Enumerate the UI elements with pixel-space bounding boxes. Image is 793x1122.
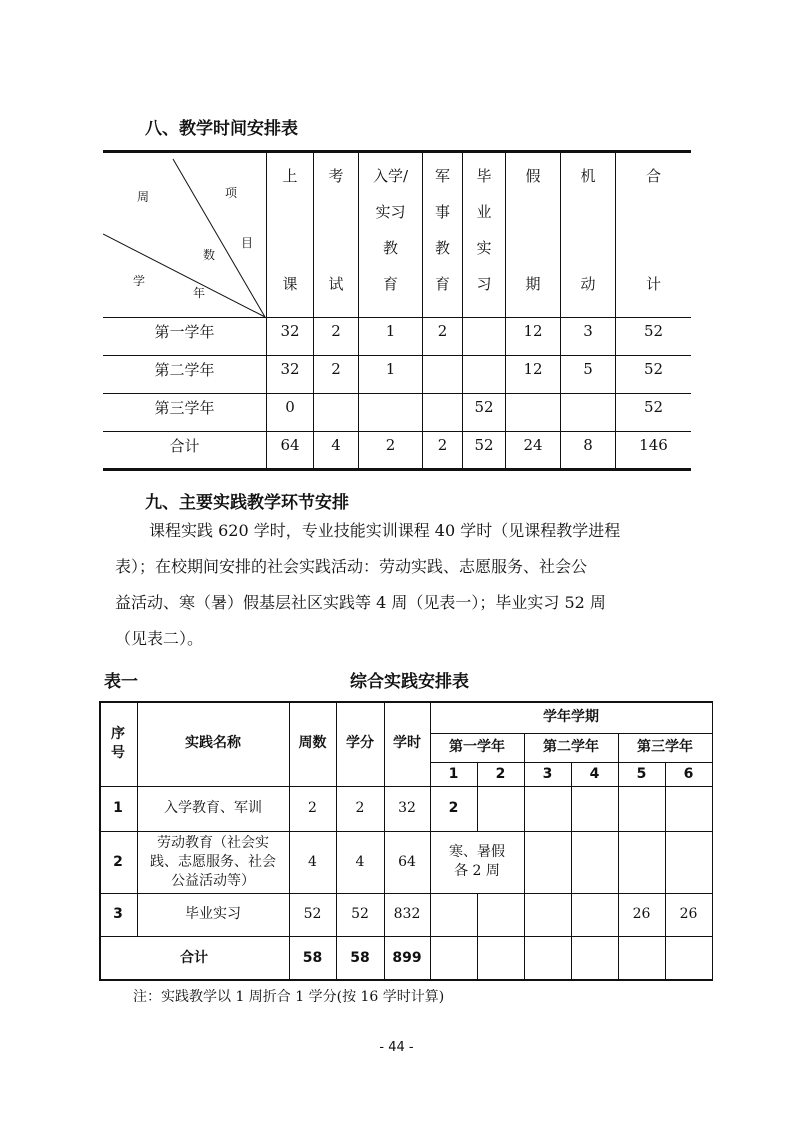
merged-line: 各 2 周	[454, 863, 500, 879]
table-cell	[423, 394, 462, 420]
table-cell: 52	[474, 436, 494, 454]
footnote: 注：实践教学以 1 周折合 1 学分(按 16 学时计算)	[133, 989, 445, 1005]
row-weeks: 52	[303, 906, 322, 922]
row-semester	[524, 893, 571, 936]
table-cell	[561, 394, 615, 420]
corner-label-zhou: 周	[137, 190, 150, 204]
table-cell: 52	[643, 322, 664, 340]
table-cell: 1	[385, 360, 396, 378]
table-cell	[314, 394, 358, 420]
row-label: 第三学年	[154, 398, 215, 417]
row-credits: 2	[355, 800, 365, 816]
table-cell: 24	[523, 436, 543, 454]
header-seq: 序 号	[111, 725, 125, 761]
header-year-3: 第三学年	[637, 739, 693, 755]
table-cell: 52	[643, 398, 664, 416]
table-cell: 64	[280, 436, 300, 454]
table-cell: 0	[285, 398, 295, 416]
row-semester	[477, 893, 524, 936]
row-semester	[571, 786, 618, 831]
col-header-military: 军 事 教 育	[434, 167, 450, 293]
row-name	[137, 831, 289, 893]
teaching-time-table	[103, 150, 691, 470]
header-credits: 学分	[346, 735, 374, 751]
corner-label-nian: 年	[193, 286, 206, 300]
col-header-exam: 考 试	[328, 167, 344, 293]
table-cell	[463, 318, 505, 344]
table-cell: 2	[331, 360, 341, 378]
total-label: 合计	[180, 949, 208, 966]
col-header-holiday: 假 期	[525, 167, 541, 293]
table-cell: 4	[331, 436, 341, 454]
row-semester	[571, 831, 618, 893]
row-weeks: 4	[308, 853, 317, 870]
header-weeks: 周数	[298, 735, 327, 751]
row-semester	[618, 786, 665, 831]
paragraph-line: 表）；在校期间安排的社会实践活动：劳动实践、志愿服务、社会公	[115, 557, 588, 576]
total-weeks: 58	[302, 949, 323, 966]
paragraph-line: 课程实践 620 学时，专业技能实训课程 40 学时（见课程教学进程	[149, 521, 621, 540]
table-cell: 52	[643, 360, 664, 378]
table-label: 表一	[104, 672, 138, 692]
header-hours: 学时	[393, 735, 421, 751]
total-credits: 58	[350, 949, 370, 966]
col-header-flexible: 机 动	[580, 167, 596, 293]
corner-label-xue: 学	[133, 274, 146, 288]
row-semester: 26	[679, 906, 698, 922]
row-semester	[571, 893, 618, 936]
paragraph-line: （见表二）。	[115, 629, 204, 648]
table-cell: 3	[583, 322, 593, 340]
name-line: 践、志愿服务、社会	[150, 853, 276, 870]
table-cell: 146	[639, 436, 668, 454]
section-9-title: 九、主要实践教学环节安排	[145, 493, 349, 513]
row-semester: 26	[632, 906, 651, 922]
row-semester-merged	[430, 831, 524, 893]
corner-label-shu: 数	[203, 248, 216, 262]
header-year-2: 第二学年	[543, 739, 599, 755]
merged-line: 寒、暑假	[449, 844, 505, 860]
page-number: - 44 -	[379, 1040, 414, 1055]
table-cell: 2	[437, 322, 448, 340]
corner-label-xiang: 项	[225, 186, 238, 200]
header-semester: 4	[589, 765, 600, 782]
table-cell: 1	[385, 322, 396, 340]
row-semester	[477, 786, 524, 831]
row-semester	[524, 831, 571, 893]
table-cell: 32	[280, 322, 300, 340]
table-cell: 2	[385, 436, 396, 454]
col-header-internship: 毕 业 实 习	[476, 167, 492, 293]
header-semester: 6	[683, 765, 694, 782]
table-cell: 8	[583, 436, 593, 454]
table-caption: 综合实践安排表	[350, 672, 469, 692]
total-hours: 899	[392, 949, 422, 966]
row-credits: 52	[351, 906, 369, 922]
row-semester	[665, 831, 712, 893]
row-credits: 4	[355, 853, 365, 870]
row-label: 合计	[169, 436, 200, 455]
table-bottom-border	[103, 468, 691, 471]
col-header-orientation: 入学/ 实习 教 育	[372, 167, 409, 293]
row-hours: 64	[398, 853, 416, 870]
table-cell	[423, 356, 462, 382]
row-seq: 1	[113, 800, 123, 816]
col-header-total: 合 计	[645, 167, 661, 293]
table-cell: 52	[474, 398, 494, 416]
row-hours: 832	[393, 906, 421, 922]
table-cell: 2	[437, 436, 448, 454]
row-semester	[430, 893, 477, 936]
row-semester: 2	[448, 800, 459, 816]
table-cell	[506, 394, 560, 420]
header-semester: 2	[495, 765, 506, 782]
name-line: 劳动教育（社会实	[157, 834, 269, 851]
row-weeks: 2	[308, 800, 317, 816]
corner-label-mu: 目	[241, 236, 254, 250]
row-name: 入学教育、军训	[164, 800, 262, 816]
row-semester	[618, 831, 665, 893]
row-label: 第二学年	[154, 360, 215, 379]
practice-arrangement-table	[99, 701, 713, 980]
table-cell: 5	[583, 360, 593, 378]
row-label: 第一学年	[154, 322, 215, 341]
header-year-1: 第一学年	[449, 739, 505, 755]
table-cell	[359, 394, 422, 420]
row-semester	[524, 786, 571, 831]
table-cell: 32	[280, 360, 300, 378]
table-cell: 12	[523, 360, 543, 378]
paragraph-line: 益活动、寒（暑）假基层社区实践等 4 周（见表一）；毕业实习 52 周	[115, 593, 606, 612]
table-cell: 12	[523, 322, 543, 340]
row-name: 毕业实习	[185, 906, 241, 922]
name-line: 公益活动等）	[171, 872, 255, 889]
col-header-class: 上 课	[282, 167, 298, 293]
table-cell	[463, 356, 505, 382]
header-semester: 3	[542, 765, 553, 782]
row-seq: 2	[113, 853, 123, 870]
row-hours: 32	[398, 800, 416, 816]
row-seq: 3	[113, 906, 123, 922]
table-cell: 2	[331, 322, 341, 340]
section-8-title: 八、教学时间安排表	[145, 119, 298, 139]
header-semester: 5	[636, 765, 647, 782]
header-name: 实践名称	[185, 735, 241, 751]
header-semester: 1	[448, 765, 459, 782]
header-term-group: 学年学期	[543, 708, 599, 725]
row-semester	[665, 786, 712, 831]
